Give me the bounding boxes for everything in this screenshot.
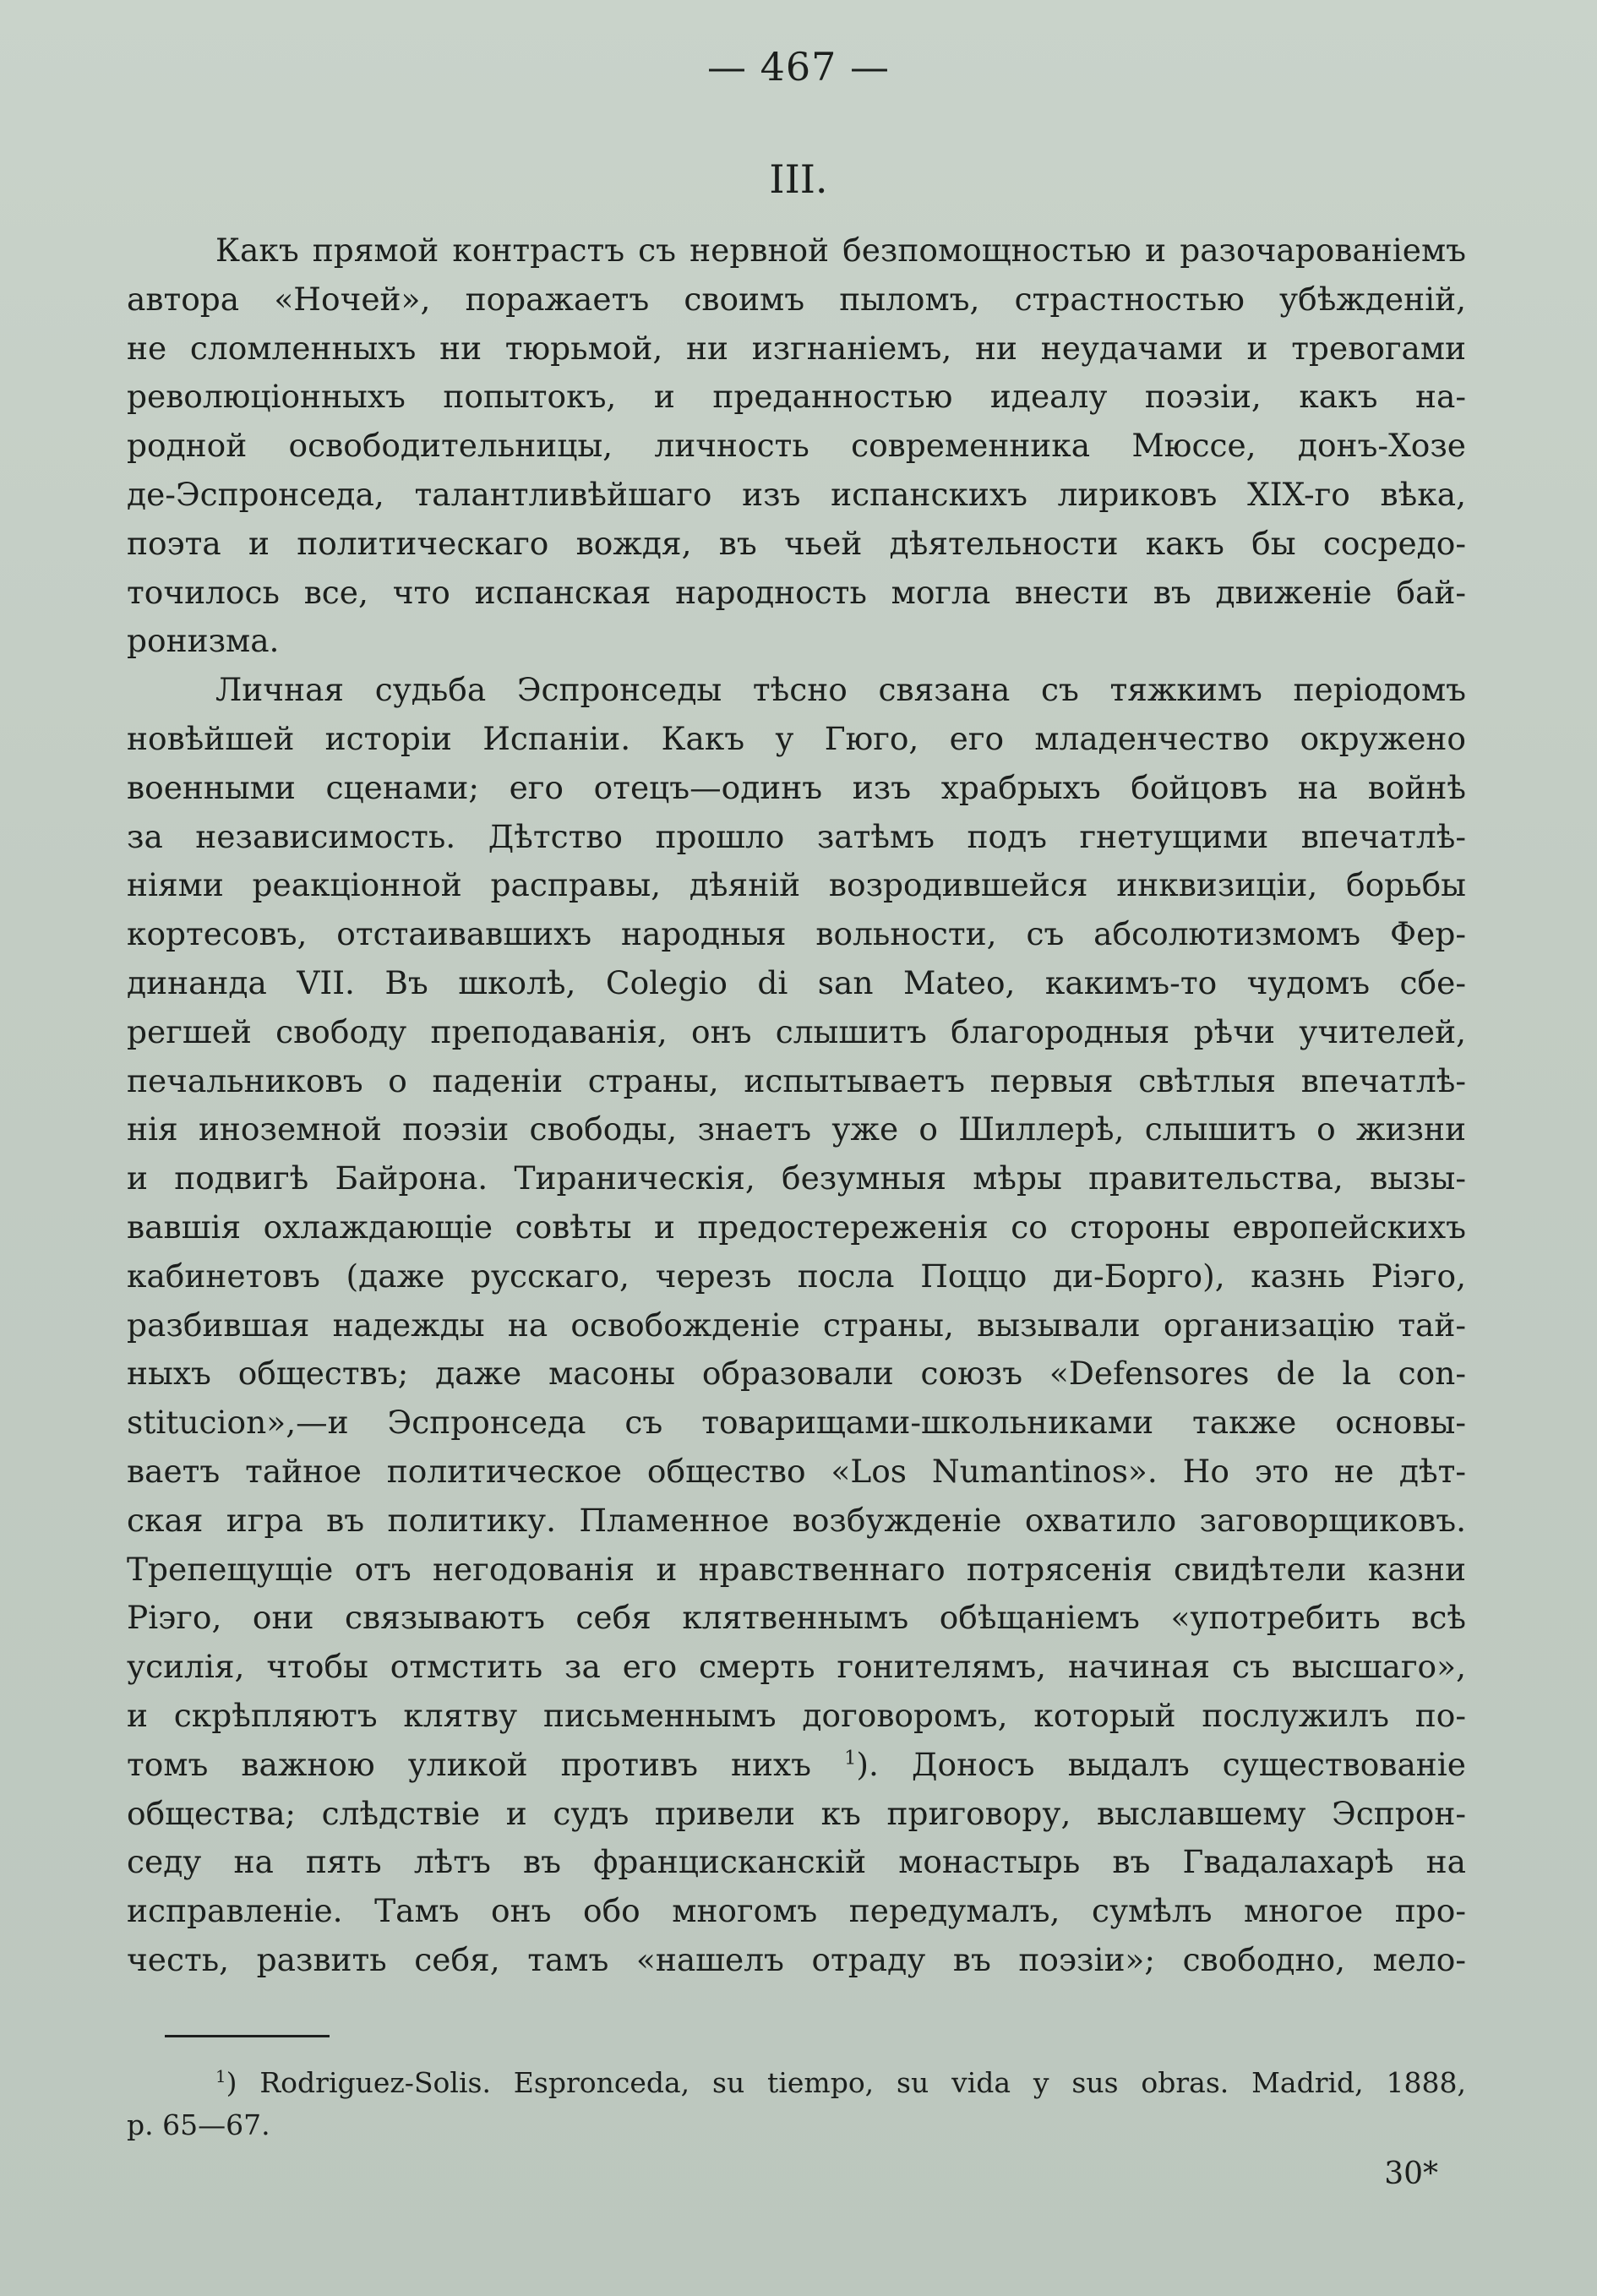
text-line: ніями реакціонной расправы, дѣяній возродившейся инквизиціи, борьбы <box>127 866 1466 904</box>
text-line: печальниковъ о паденіи страны, испытываетъ первыя свѣтлыя впечатлѣ- <box>127 1061 1466 1099</box>
footnote-divider <box>165 2035 330 2037</box>
text-line: усилія, чтобы отмстить за его смерть гонителямъ, начиная съ высшаго», <box>127 1648 1466 1686</box>
text-line: за независимость. Дѣтство прошло затѣмъ подъ гнетущими впечатлѣ- <box>127 817 1466 855</box>
text-line: кабинетовъ (даже русскаго, черезъ посла Поццо ди-Борго), казнь Ріэго, <box>127 1257 1466 1295</box>
text-line: кортесовъ, отстаивавшихъ народныя вольности, съ абсолютизмомъ Фер- <box>127 915 1466 953</box>
text-line: новѣйшей исторіи Испаніи. Какъ у Гюго, его младенчество окружено <box>127 719 1466 757</box>
text-segment: томъ важною уликой противъ нихъ <box>127 1745 812 1783</box>
text-segment: ). Доносъ выдалъ существованіе <box>856 1745 1466 1783</box>
text-line: ская игра въ политику. Пламенное возбужденіе охватило заговорщиковъ. <box>127 1501 1466 1539</box>
text-line: Личная судьба Эспронседы тѣсно связана съ тяжкимъ періодомъ <box>215 671 1466 709</box>
text-line: поэта и политическаго вождя, въ чьей дѣятельности какъ бы сосредо- <box>127 524 1466 562</box>
text-line: обществa; слѣдствіе и судъ привели къ приговору, выславшему Эспрон- <box>127 1794 1466 1832</box>
page-number-header: — 467 — <box>706 44 891 90</box>
text-line: ныхъ обществъ; даже масоны образовали союзъ «Defensores de la con- <box>127 1355 1466 1393</box>
text-line: честь, развить себя, тамъ «нашелъ отраду въ поэзіи»; свободно, мело- <box>127 1940 1466 1978</box>
text-line: Ріэго, они связываютъ себя клятвеннымъ обѣщаніемъ «употребить всѣ <box>127 1599 1466 1637</box>
text-line: Какъ прямой контрастъ съ нервной безпомощностью и разочарованіемъ <box>215 232 1466 269</box>
section-heading: III. <box>769 156 828 202</box>
text-line: stitucion»,—и Эспронседа съ товарищами-школьниками также основы- <box>127 1404 1466 1442</box>
text-line: ваетъ тайное политическое общество «Los Numantinos». Но это не дѣт- <box>127 1452 1466 1490</box>
text-line: родной освободительницы, личность современника Мюссе, донъ-Хозе <box>127 427 1466 465</box>
footnote-line <box>127 2062 1466 2104</box>
text-line: седу на пять лѣтъ въ францисканскій монастырь въ Гвадалахарѣ на <box>127 1843 1466 1881</box>
text-line: точилось все, что испанская народность могла внести въ движеніе бай- <box>127 573 1466 611</box>
body-text <box>127 226 1466 1985</box>
text-line: разбившая надежды на освобожденіе страны, вызывали организацію тай- <box>127 1306 1466 1344</box>
text-line-with-footnote <box>127 1741 1466 1790</box>
text-line: и подвигѣ Байрона. Тираническія, безумныя мѣры правительства, вызы- <box>127 1159 1466 1197</box>
footnote-marker: 1 <box>215 2067 226 2086</box>
footnote-text: ) Rodriguez-Solis. Espronceda, su tiempo, su vida y sus obras. Madrid, 1888, <box>226 2066 1466 2099</box>
text-line: революціонныхъ попытокъ, и преданностью идеалу поэзіи, какъ на- <box>127 378 1466 416</box>
text-line: не сломленныхъ ни тюрьмой, ни изгнаніемъ, ни неудачами и тревогами <box>127 329 1466 367</box>
text-line: де-Эспронседа, талантливѣйшаго изъ испанскихъ лириковъ XIX-го вѣка, <box>127 475 1466 513</box>
text-line: исправленіе. Тамъ онъ обо многомъ передумалъ, сумѣлъ многое про- <box>127 1892 1466 1930</box>
text-line: ронизма. <box>127 622 280 660</box>
printer-signature-mark: 30* <box>1384 2157 1438 2191</box>
text-line: нія иноземной поэзіи свободы, знаетъ уже о Шиллерѣ, слышитъ о жизни <box>127 1110 1466 1148</box>
footnote-line: p. 65—67. <box>127 2108 270 2141</box>
text-line: и скрѣпляютъ клятву письменнымъ договоромъ, который послужилъ по- <box>127 1696 1466 1734</box>
text-line: Трепещущіе отъ негодованія и нравственнаго потрясенія свидѣтели казни <box>127 1550 1466 1588</box>
text-line: вавшія охлаждающіе совѣты и предостереженія со стороны европейскихъ <box>127 1208 1466 1246</box>
text-line: автора «Ночей», поражаетъ своимъ пыломъ, страстностью убѣжденій, <box>127 280 1466 318</box>
text-line: военными сценами; его отецъ—одинъ изъ храбрыхъ бойцовъ на войнѣ <box>127 768 1466 806</box>
footnote <box>127 2062 1466 2146</box>
text-line: регшей свободу преподаванія, онъ слышитъ благородныя рѣчи учителей, <box>127 1012 1466 1050</box>
footnote-reference[interactable]: 1 <box>844 1747 857 1770</box>
text-line: динанда VII. Въ школѣ, Colegio di san Mateo, какимъ-то чудомъ сбе- <box>127 963 1466 1001</box>
